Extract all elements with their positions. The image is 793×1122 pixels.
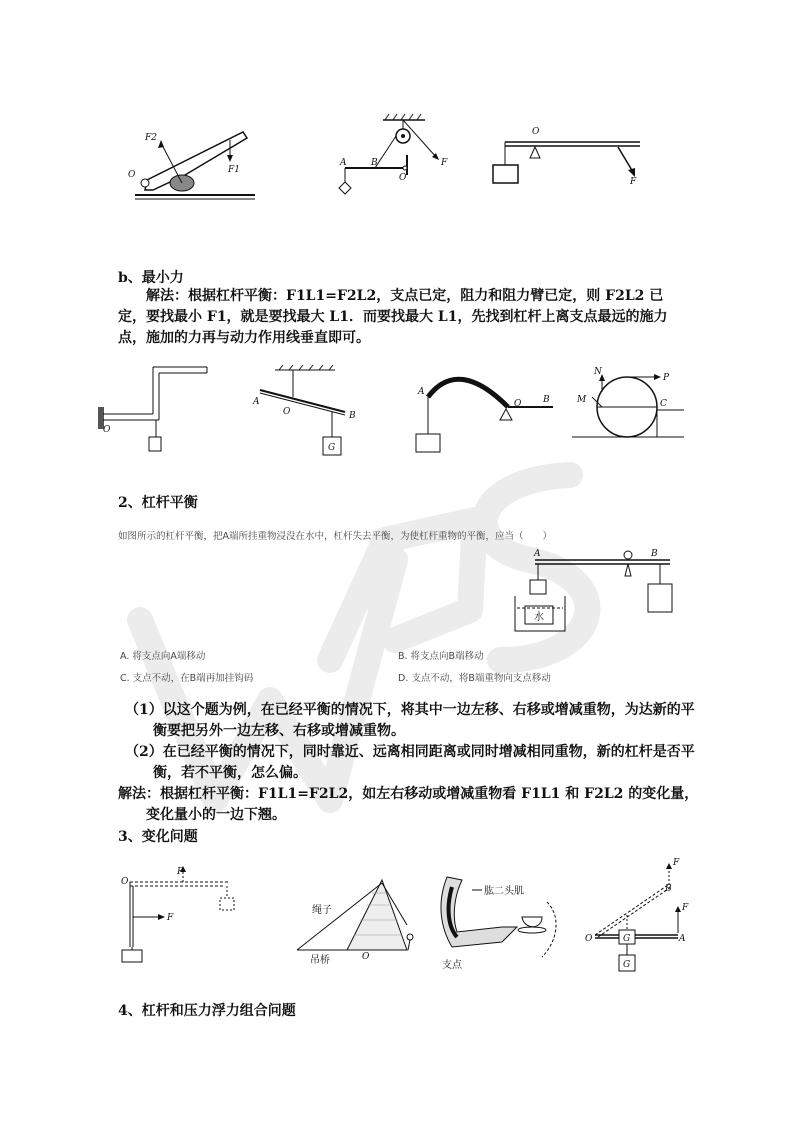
label-bridge: 吊桥 — [310, 955, 330, 966]
label-g: G — [328, 443, 336, 453]
figure-balance-water — [510, 546, 680, 641]
label-f-mid: F — [682, 903, 689, 913]
label-f-top: F — [673, 858, 680, 868]
min-force-body: 解法：根据杠杆平衡：F1L1=F2L2，支点已定，阻力和阻力臂已定，则 F2L2 已定，要找最小 F1，就是要找最大 L1．而要找最大 L1，先找到杠杆上离支点最远的施力点，施加的力再与动力作用线垂直即可。 — [118, 288, 668, 346]
label-o: O — [103, 425, 111, 435]
label-n: N — [594, 367, 602, 377]
label-p: P — [663, 373, 670, 383]
option-a: A. 将支点向A端移动 — [120, 651, 206, 662]
heading-change: 3、变化问题 — [118, 829, 198, 845]
label-m: M — [577, 395, 587, 405]
label-a: A — [253, 397, 260, 407]
label-o: O — [121, 877, 129, 887]
figure-curved-lever — [408, 362, 558, 462]
label-f1: F1 — [228, 165, 240, 175]
label-pivot: 支点 — [442, 960, 462, 971]
label-g2: G — [623, 960, 631, 970]
question-text: 如图所示的杠杆平衡，把A端所挂重物浸没在水中，杠杆失去平衡，为使杠杆重物的平衡，应当（ ） — [118, 531, 553, 542]
label-c: C — [660, 399, 667, 409]
figure-rotating-lever — [115, 862, 245, 967]
label-a: A — [679, 934, 686, 944]
label-b: B — [371, 158, 378, 168]
heading-lever-balance: 2、杠杆平衡 — [118, 495, 198, 511]
label-water: 水 — [534, 612, 544, 623]
heading-min-force: b、最小力 — [118, 270, 184, 286]
label-f-side: F — [167, 913, 174, 923]
label-f2: F2 — [145, 133, 157, 143]
heading-combo: 4、杠杆和压力浮力组合问题 — [118, 1003, 296, 1019]
figure-pulley-lever — [335, 110, 455, 205]
figure-tilted-lever — [245, 362, 375, 462]
figure-arm-muscle — [432, 872, 567, 972]
label-o: O — [514, 399, 522, 409]
label-o: O — [532, 127, 540, 137]
figure-beam-fulcrum — [490, 120, 650, 190]
label-o: O — [128, 170, 136, 180]
label-b: B — [349, 411, 356, 421]
label-b: B — [665, 884, 672, 894]
figure-inclined-lever — [583, 855, 693, 975]
label-b: B — [651, 549, 658, 559]
option-d: D. 支点不动，将B端重物向支点移动 — [398, 673, 551, 684]
label-a: A — [340, 158, 347, 168]
option-c: C. 支点不动，在B端再加挂钩码 — [120, 673, 254, 684]
label-a: A — [418, 387, 425, 397]
figure-wheel-step — [572, 362, 687, 457]
point-1: （1）以这个题为例，在已经平衡的情况下，将其中一边左移、右移或增减重物，为达新的平衡要把另外一边左移、右移或增减重物。 — [125, 702, 695, 739]
point-2: （2）在已经平衡的情况下，同时靠近、远离相同距离或同时增减相同重物，新的杠杆是否平衡，若不平衡，怎么偏。 — [125, 744, 695, 781]
label-f: F — [441, 158, 448, 168]
label-o: O — [399, 173, 407, 183]
lever-solution: 解法：根据杠杆平衡：F1L1=F2L2，如左右移动或增减重物看 F1L1 和 F2L2 的变化量，变化量小的一边下翘。 — [118, 786, 699, 823]
label-a: A — [534, 549, 541, 559]
label-rope: 绳子 — [312, 905, 332, 916]
label-f-top: F — [177, 867, 184, 877]
figure-lever-wrench — [125, 120, 265, 205]
label-b: B — [543, 395, 550, 405]
label-o: O — [283, 407, 291, 417]
figure-bent-lever — [95, 362, 215, 462]
label-muscle: 肱二头肌 — [484, 886, 524, 897]
option-b: B. 将支点向B端移动 — [398, 651, 484, 662]
label-g1: G — [623, 934, 631, 944]
label-o: O — [362, 952, 370, 962]
label-o: O — [585, 934, 593, 944]
figure-drawbridge — [292, 875, 427, 965]
label-f: F — [630, 177, 637, 187]
